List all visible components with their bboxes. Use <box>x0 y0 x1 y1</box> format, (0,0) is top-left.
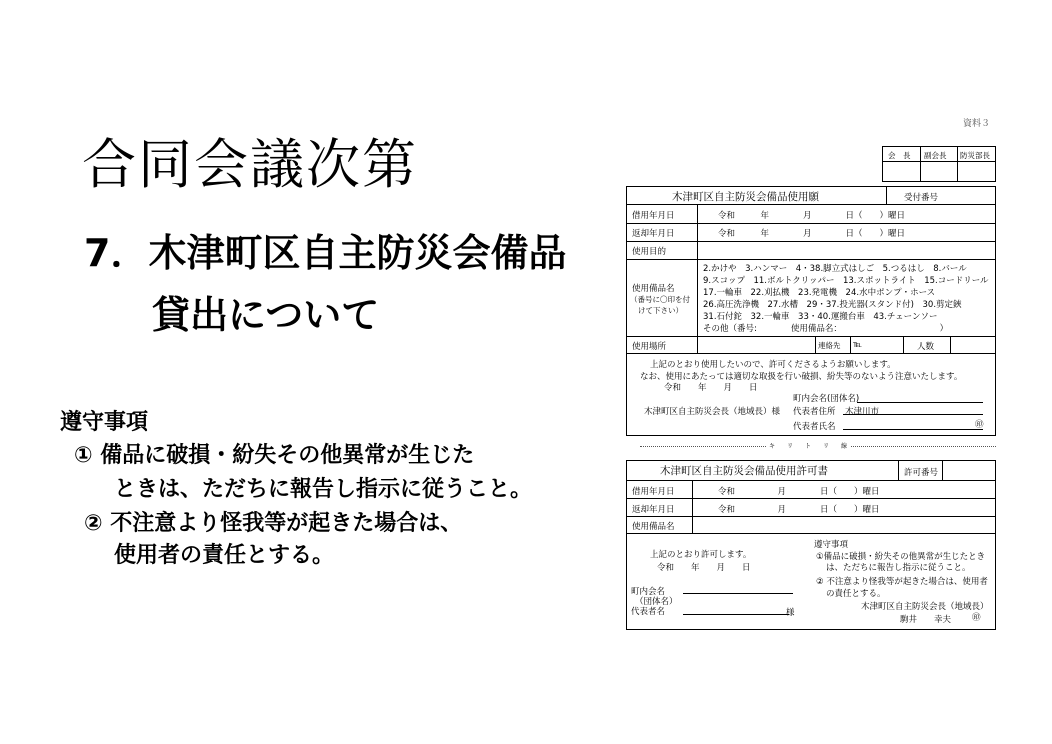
cut-line-label: キ リ ト リ 線 <box>766 441 850 450</box>
page-title: 合同会議次第 <box>82 133 418 196</box>
permit-issuer: 木津町区自主防災会長（地域長） <box>861 602 989 612</box>
permit-rule-2-line2: の責任とする。 <box>826 589 886 599</box>
return-date-field[interactable]: 令和 年 月 日（ ）曜日 <box>718 229 906 239</box>
items-list-line: 26.高圧洗浄機 27.水槽 29・37.投光器(スタンド付) 30.剪定鋏 <box>703 300 962 310</box>
return-date-label: 返却年月日 <box>632 229 675 239</box>
permit-number-label: 許可番号 <box>904 468 939 478</box>
rules-title: 遵守事項 <box>60 410 149 435</box>
permit-items-label: 使用備品名 <box>632 522 675 532</box>
rule-1-line2: ときは、ただちに報告し指示に従うこと。 <box>114 477 533 502</box>
permit-borrow-label: 借用年月日 <box>632 487 675 497</box>
section-heading-line1: 7．木津町区自主防災会備品 <box>84 231 567 275</box>
request-text-1: 上記のとおり使用したいので、許可くださるようお願いします。 <box>650 360 896 370</box>
addressee: 木津町区自主防災会長（地域長）様 <box>644 407 781 417</box>
rep-address-value: 木津川市 <box>845 407 880 417</box>
permit-org-label: 町内会名 <box>631 587 666 597</box>
items-note-2: けて下さい） <box>638 306 683 315</box>
permit-rules-title: 遵守事項 <box>814 540 849 550</box>
permit-borrow-field[interactable]: 令和 月 日（ ）曜日 <box>718 487 880 497</box>
stamp-col-chair: 会 長 <box>888 151 911 160</box>
rule-1-line1: ① 備品に破損・紛失その他異常が生じた <box>74 443 475 468</box>
borrow-date-field[interactable]: 令和 年 月 日（ ）曜日 <box>718 211 906 221</box>
permit-rule-1-line2: は、ただちに報告し指示に従うこと。 <box>826 563 971 573</box>
contact-label: 連絡先 <box>818 341 841 350</box>
purpose-label: 使用目的 <box>632 247 667 257</box>
tel-label: ℡ <box>853 340 863 350</box>
org-name-label: 町内会名(団体名) <box>793 394 860 404</box>
application-form-title: 木津町区自主防災会備品使用願 <box>672 191 819 203</box>
rule-2-line1: ② 不注意より怪我等が起きた場合は、 <box>84 511 463 536</box>
permit-org-sub: （団体名） <box>635 597 678 607</box>
items-note-1: （番号に〇印を付 <box>630 295 690 304</box>
rep-name-label: 代表者氏名 <box>793 422 836 432</box>
seal-mark: ㊞ <box>975 420 984 430</box>
items-list-line: 2.かけや 3.ハンマー 4・38.脚立式はしご 5.つるはし 8.バール <box>703 264 967 274</box>
stamp-col-disaster: 防災部長 <box>960 151 990 160</box>
permit-return-field[interactable]: 令和 月 日（ ）曜日 <box>718 505 880 515</box>
receipt-number-label: 受付番号 <box>904 193 939 203</box>
permit-rep-suffix: 様 <box>786 608 795 618</box>
rep-address-label: 代表者住所 <box>793 407 836 417</box>
permit-form-title: 木津町区自主防災会備品使用許可書 <box>660 465 828 477</box>
section-heading-line2: 貸出について <box>152 293 380 337</box>
request-text-2: なお、使用にあたっては適切な取扱を行い破損、紛失等のないよう注意いたします。 <box>640 372 963 382</box>
permit-text: 上記のとおり許可します。 <box>650 550 752 560</box>
people-label: 人数 <box>917 342 935 352</box>
items-list-line: 17.一輪車 22.刈払機 23.発電機 24.水中ポンプ・ホース <box>703 288 936 298</box>
rule-2-line2: 使用者の責任とする。 <box>114 543 335 568</box>
permit-rule-1-line1: ①備品に破損・紛失その他異常が生じたとき <box>816 552 986 562</box>
permit-seal-mark: ㊞ <box>972 613 981 623</box>
stamp-col-vice: 副会長 <box>924 151 947 160</box>
items-list-line: 31.石付鉈 32.一輪車 33・40.運搬台車 43.チェーンソー <box>703 312 938 322</box>
items-list-other: その他（番号: 使用備品名： ） <box>703 324 949 334</box>
items-list-line: 9.スコップ 11.ボルトクリッパー 13.スポットライト 15.コードリール <box>703 276 989 286</box>
permit-date: 令和 年 月 日 <box>657 563 751 573</box>
permit-issuer-name: 駒井 幸夫 <box>900 615 952 625</box>
place-label: 使用場所 <box>632 342 667 352</box>
request-date: 令和 年 月 日 <box>664 383 758 393</box>
borrow-date-label: 借用年月日 <box>632 211 675 221</box>
permit-rep-label: 代表者名 <box>631 607 666 617</box>
items-label: 使用備品名 <box>632 284 675 294</box>
permit-rule-2-line1: ② 不注意より怪我等が起きた場合は、使用者 <box>816 577 988 587</box>
permit-return-label: 返却年月日 <box>632 505 675 515</box>
document-label: 資料３ <box>963 119 991 129</box>
